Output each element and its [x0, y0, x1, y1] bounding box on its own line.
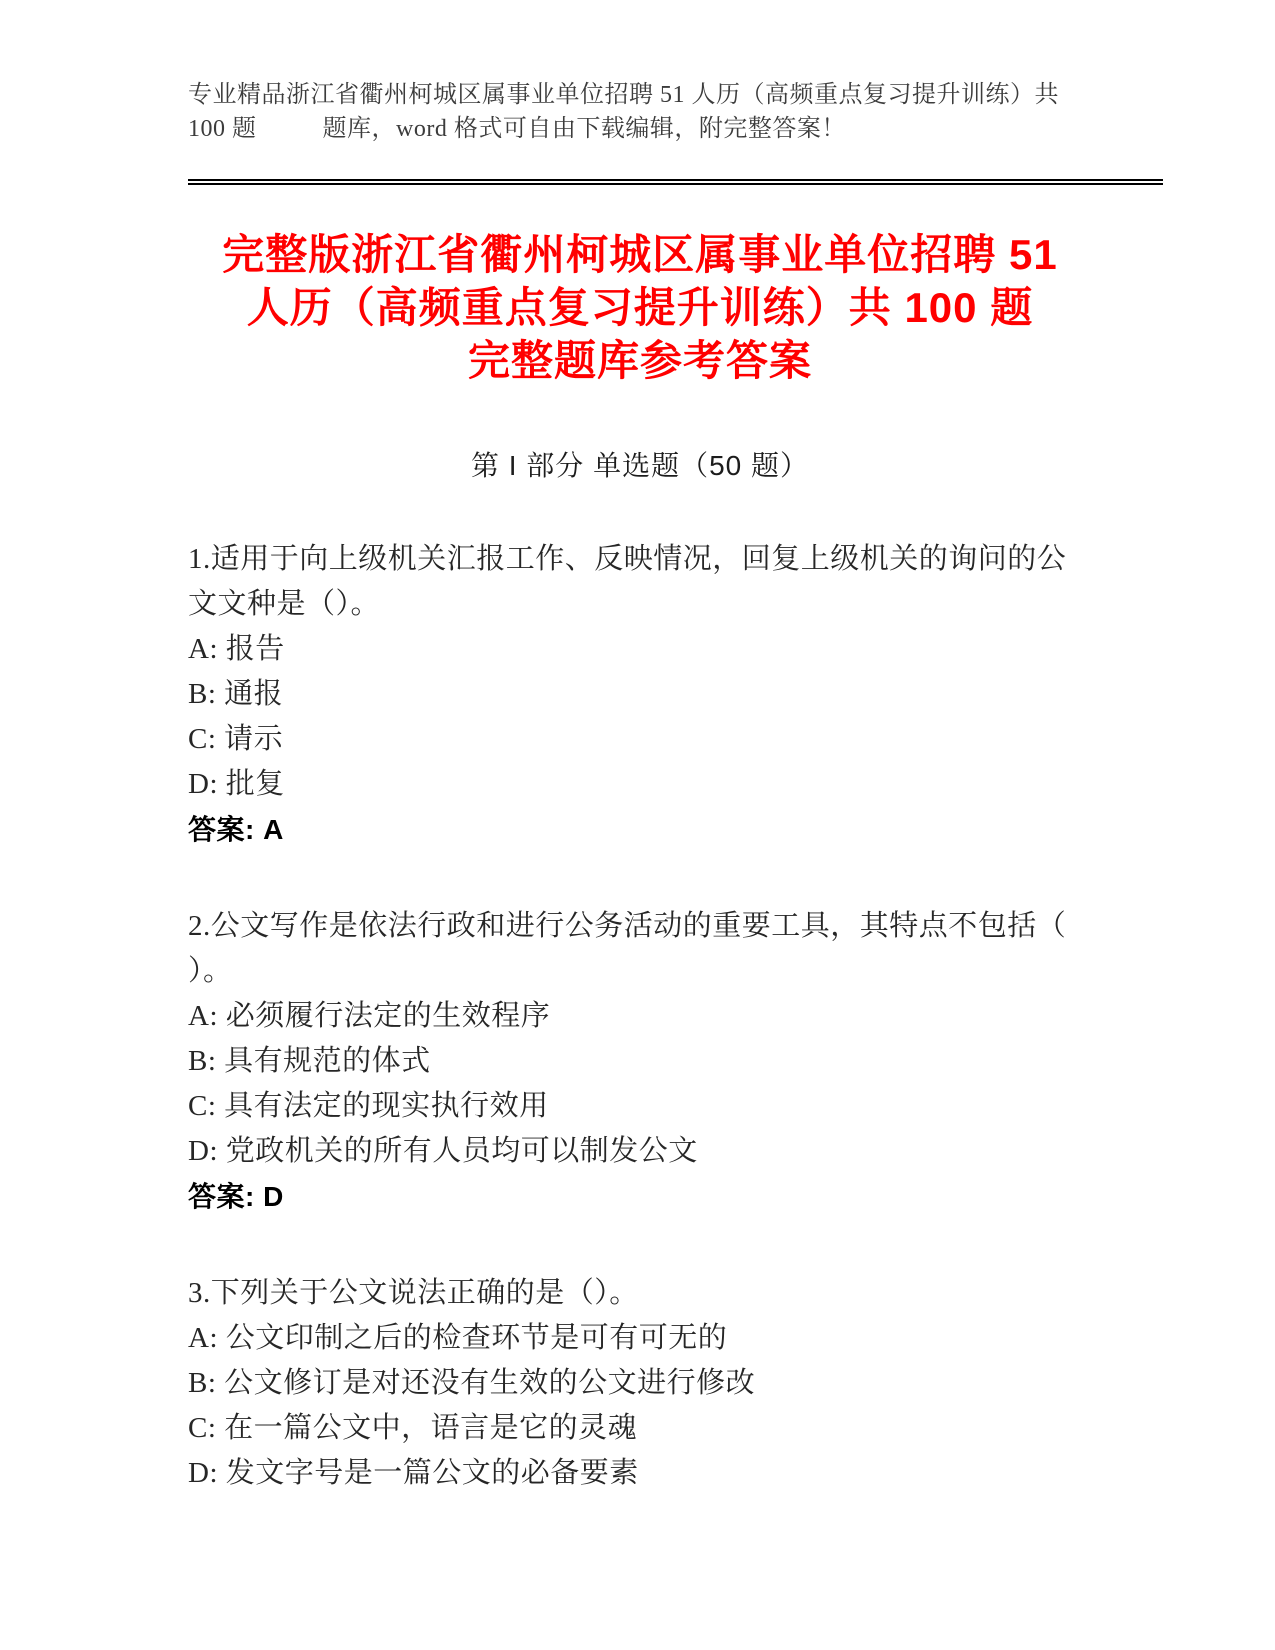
question-1-text-line-2: 文文种是（）。	[188, 588, 381, 620]
question-2-option-c: C: 具有法定的现实执行效用	[188, 1090, 549, 1122]
question-1-option-b: B: 通报	[188, 678, 284, 710]
question-3-option-d: D: 发文字号是一篇公文的必备要素	[188, 1457, 639, 1489]
document-title	[188, 228, 1092, 387]
question-3-option-c: C: 在一篇公文中，语言是它的灵魂	[188, 1412, 638, 1444]
question-2	[188, 904, 1275, 1219]
document-content	[188, 0, 1275, 1496]
question-3-option-a: A: 公文印制之后的检查环节是可有可无的	[188, 1322, 728, 1354]
header-note: 题库，word 格式可自由下载编辑，附完整答案！	[322, 116, 846, 142]
question-3-text-line-1: 3.下列关于公文说法正确的是（）。	[188, 1277, 639, 1309]
question-1-option-c: C: 请示	[188, 723, 284, 755]
section-heading: 第 I 部分 单选题（50 题）	[470, 450, 810, 481]
question-2-text-line-1: 2.公文写作是依法行政和进行公务活动的重要工具，其特点不包括（	[188, 910, 1067, 942]
question-3-option-b: B: 公文修订是对还没有生效的公文进行修改	[188, 1367, 756, 1399]
question-2-answer: 答案: D	[188, 1181, 284, 1212]
question-3	[188, 1271, 1275, 1496]
question-2-option-a: A: 必须履行法定的生效程序	[188, 1000, 551, 1032]
question-list	[188, 537, 1275, 1496]
question-2-option-b: B: 具有规范的体式	[188, 1045, 431, 1077]
question-1-option-a: A: 报告	[188, 633, 285, 665]
question-1-option-d: D: 批复	[188, 768, 285, 800]
question-1-answer: 答案: A	[188, 814, 284, 845]
question-1	[188, 537, 1275, 852]
question-2-option-d: D: 党政机关的所有人员均可以制发公文	[188, 1135, 698, 1167]
title-line-2: 人历（高频重点复习提升训练）共 100 题	[246, 284, 1034, 331]
document-header	[188, 0, 1275, 146]
title-line-3: 完整题库参考答案	[467, 337, 812, 384]
header-line-2	[188, 112, 1275, 146]
question-2-text-line-2: ）。	[188, 955, 233, 987]
header-question-count: 100 题	[188, 116, 257, 142]
question-1-text-line-1: 1.适用于向上级机关汇报工作、反映情况，回复上级机关的询问的公	[188, 543, 1067, 575]
header-divider-rule	[188, 179, 1163, 185]
title-line-1: 完整版浙江省衢州柯城区属事业单位招聘 51	[222, 231, 1058, 278]
header-line-1: 专业精品浙江省衢州柯城区属事业单位招聘 51 人历（高频重点复习提升训练）共	[188, 82, 1059, 108]
